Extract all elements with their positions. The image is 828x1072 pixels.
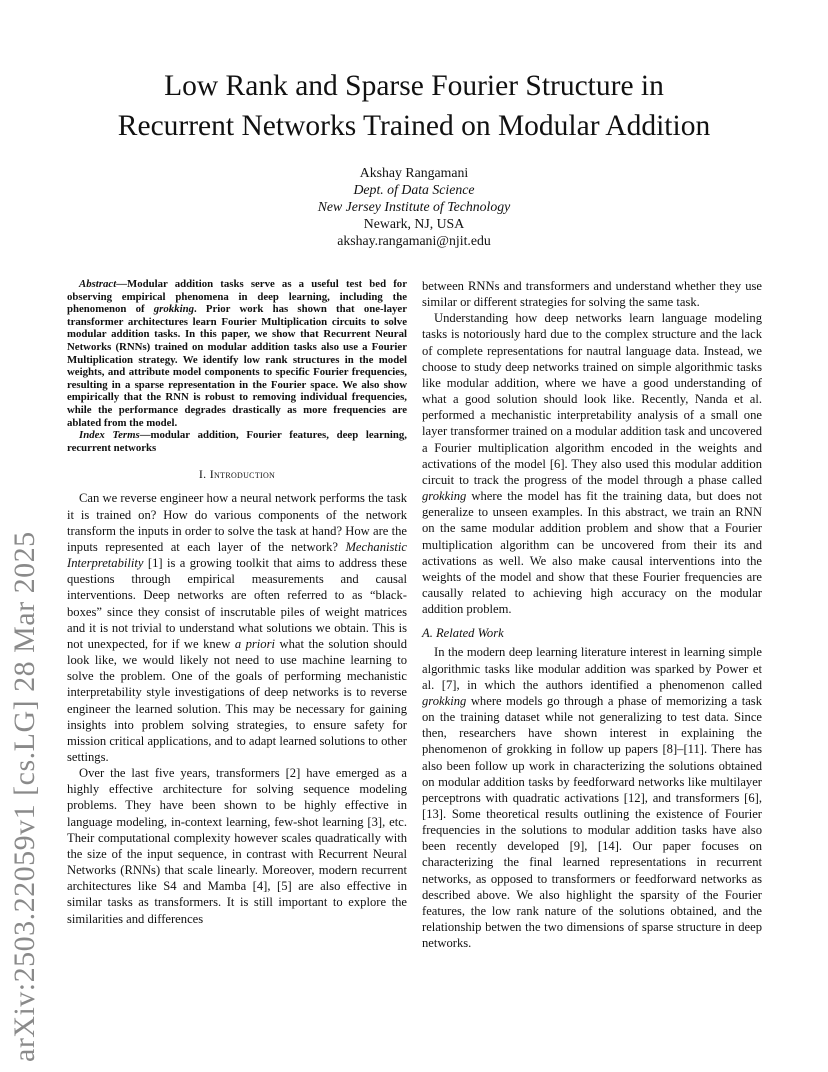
author-block xyxy=(200,164,628,249)
intro-paragraph-3 xyxy=(422,310,762,617)
intro-p3-em-grokking: grokking xyxy=(422,489,467,504)
intro-p1-em-a-priori: a priori xyxy=(234,636,276,651)
abstract-text-a: —Modular addition tasks serve as a useful test bed for observing empirical phenomena in deep learning, including the phenomenon of xyxy=(67,278,407,316)
related-p1-a: In the modern deep learning literature interest in learning simple algorithmic tasks like modular addition was sparked by Power et al. [7], in which the authors identified a phenomenon called xyxy=(422,645,762,692)
author-name: Akshay Rangamani xyxy=(359,165,469,180)
index-terms-label: Index Terms xyxy=(79,429,140,442)
related-work-paragraph xyxy=(422,644,762,951)
author-institution: New Jersey Institute of Technology xyxy=(317,199,511,214)
intro-paragraph-1 xyxy=(67,490,407,765)
title-line-1: Low Rank and Sparse Fourier Structure in xyxy=(164,70,664,102)
related-p1-b: where models go through a phase of memorizing a task on the training dataset while not generalizing to test data. Since then, researchers have shown interest in explaining the phenomenon of grokking in follow up papers [8]–[11]. There has also been follow up work in characterizing the solutions obtained on modular addition tasks by feedforward networks like multilayer perceptrons with quadratic activations [12], and transformers [6], [13]. Some theoretical results outlining the existence of Fourier frequencies in the solutions to modular addition tasks have also been recently developed [9], [14]. Our paper focuses on characterizing the final learned representations in recurrent networks, as opposed to transformers or feedforward networks as described above. We also highlight the sparsity of the Fourier features, the low rank nature of the solutions obtained, and the relationship betwen the two dimensions of sparse structure in deep networks. xyxy=(422,693,762,951)
intro-p1-em-mech-interp: Mechanistic Interpretability xyxy=(67,539,407,571)
right-column xyxy=(422,278,762,951)
related-p1-em-grokking: grokking xyxy=(422,693,467,708)
title-line-2: Recurrent Networks Trained on Modular Addition xyxy=(117,110,711,142)
paper-title xyxy=(40,66,788,146)
intro-p1-b: [1] is a growing toolkit that aims to address these questions through empirical measurements and causal interventions. Deep networks are often referred to as “black-boxes” since they consist of inscrutable piles of weight matrices and it is not trivial to understand what solutions we obtain. This is not unexpected, for if we knew xyxy=(67,556,407,651)
abstract xyxy=(67,278,407,454)
intro-paragraph-2-continued: between RNNs and transformers and understand whether they use similar or different strategies for solving the same task. xyxy=(422,279,762,310)
author-location: Newark, NJ, USA xyxy=(363,216,465,231)
arxiv-identifier: arXiv:2503.22059v1 [cs.LG] 28 Mar 2025 xyxy=(8,531,41,1062)
index-terms xyxy=(67,429,407,454)
intro-p1-a: Can we reverse engineer how a neural network performs the task it is trained on? How do various components of the network transform the inputs in order to solve the task at hand? How are the inputs represented at each layer of the network? xyxy=(67,491,407,554)
author-email[interactable]: akshay.rangamani@njit.edu xyxy=(337,233,491,248)
subsection-heading-related-work: A. Related Work xyxy=(422,626,504,641)
author-department: Dept. of Data Science xyxy=(353,182,475,197)
index-terms-text: —modular addition, Fourier features, deep learning, recurrent networks xyxy=(67,429,407,454)
abstract-text-b: . Prior work has shown that one-layer transformer architectures learn Fourier Multiplication circuits to solve modular addition tasks. In this paper, we show that Recurrent Neural Networks (RNNs) trained on modular addition tasks also use a Fourier Multiplication strategy. We identify low rank structures in the model weights, and attribute model components to specific Fourier frequencies, resulting in a sparse representation in the Fourier space. We also show empirically that the RNN is robust to removing individual frequencies, while the performance degrades drastically as more frequencies are ablated from the model. xyxy=(67,303,407,429)
abstract-grokking: grokking xyxy=(153,303,194,316)
abstract-label: Abstract xyxy=(79,278,117,290)
intro-p3-b: where the model has fit the training data, but does not generalize to unseen examples. In this abstract, we train an RNN on the same modular addition problem and show that a Fourier multiplication algorithm can be uncovered from their its and activations as well. We also make causal interventions into the weights of the model and show that these Fourier frequencies are causally related to achieving high accuracy on the modular addition problem. xyxy=(422,489,762,617)
intro-paragraph-2: Over the last five years, transformers [2] have emerged as a highly effective architecture for solving sequence modeling problems. They have been shown to be highly effective in language modeling, in-context learning, few-shot learning [3], etc. Their computational complexity however scales quadratically with the size of the input sequence, in contrast with Recurrent Neural Networks (RNNs) that scale linearly. Moreover, modern recurrent architectures like S4 and Mamba [4], [5] are also effective in similar tasks as transformers. It is still important to explore the similarities and differences xyxy=(67,766,407,926)
abstract-paragraph xyxy=(67,278,407,429)
intro-p1-c: what the solution should look like, we would likely not need to use machine learning to solve the problem. One of the goals of performing mechanistic interpretability style investigations of deep networks is to reverse engineer the learned solution. This may be necessary for gaining insights into problem solving strategies, to ensure safety for mission critical applications, and to adapt learned solutions to other settings. xyxy=(67,636,407,764)
section-heading-introduction: I. Introduction xyxy=(198,467,276,482)
intro-p3-a: Understanding how deep networks learn language modeling tasks is notoriously hard due to the complex structure and the lack of complete representations for nautral language data. Instead, we choose to study deep networks trained on simple algorithmic tasks like modular addition, where we have a good understanding of what a good solution should look like. Recently, Nanda et al. performed a mechanistic interpretability analysis of a small one layer transformer trained on a modular addition task and uncovered a Fourier multiplication algorithm encoded in the weights and activations of the model [6]. They also used this modular addition circuit to track the progress of the model through a phase called xyxy=(422,311,762,487)
left-column xyxy=(67,278,407,927)
